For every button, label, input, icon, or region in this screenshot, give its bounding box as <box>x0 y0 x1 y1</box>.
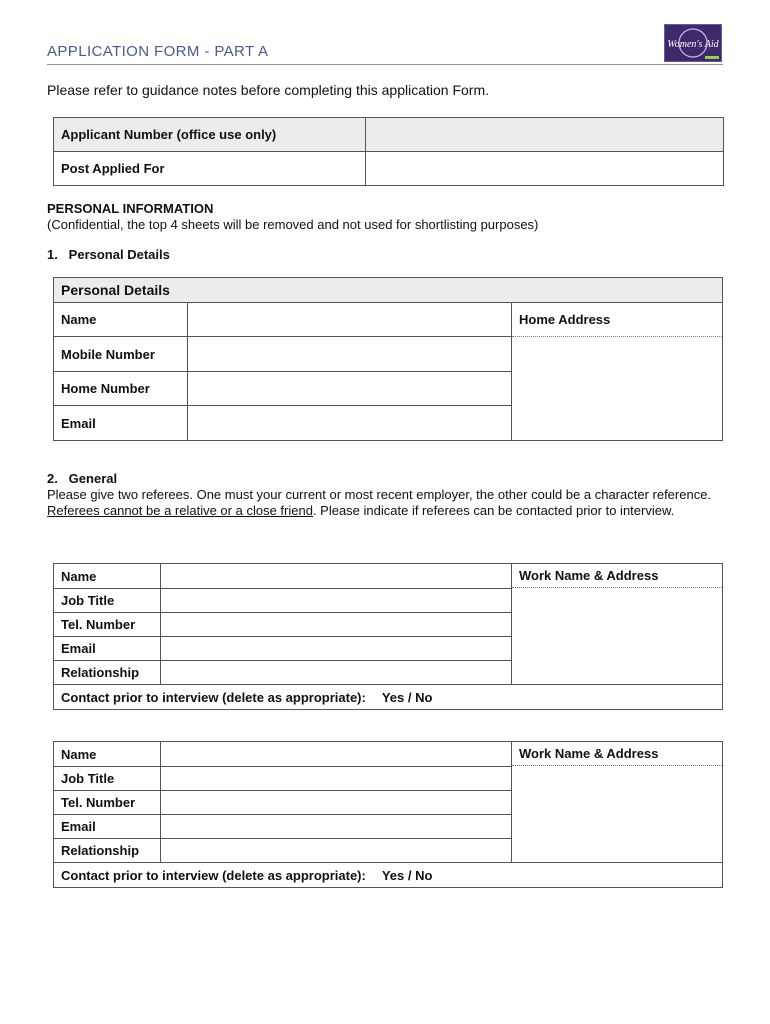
referee-job-title-field[interactable] <box>161 767 512 791</box>
referee-relationship-field[interactable] <box>161 839 512 863</box>
mobile-number-label: Mobile Number <box>54 337 188 372</box>
general-text-before: Please give two referees. One must your current or most recent employer, the other could be a character reference. <box>47 487 712 502</box>
confidential-note: (Confidential, the top 4 sheets will be removed and not used for shortlisting purposes) <box>47 217 539 232</box>
referee-table <box>53 563 723 710</box>
referee-name-field[interactable] <box>161 742 512 767</box>
referee-name-label: Name <box>54 742 161 767</box>
referee-email-field[interactable] <box>161 815 512 839</box>
home-address-label: Home Address <box>512 303 722 337</box>
referee-email-label: Email <box>54 815 161 839</box>
logo-graphic <box>665 25 721 61</box>
header-rule <box>47 64 723 65</box>
referee-tel-label: Tel. Number <box>54 791 161 815</box>
general-heading: 2. General <box>47 471 118 486</box>
referee-work-address-cell[interactable] <box>512 742 723 863</box>
applicant-number-label: Applicant Number (office use only) <box>54 118 366 152</box>
referee-work-address-label: Work Name & Address <box>512 564 722 588</box>
referee-tel-field[interactable] <box>161 613 512 637</box>
referee-relationship-field[interactable] <box>161 661 512 685</box>
intro-text: Please refer to guidance notes before completing this application Form. <box>47 82 490 98</box>
mobile-number-field[interactable] <box>188 337 512 372</box>
referee-yes-no-option[interactable]: Yes / No <box>381 689 433 705</box>
home-number-label: Home Number <box>54 372 188 406</box>
home-address-cell[interactable] <box>512 303 723 441</box>
home-number-field[interactable] <box>188 372 512 406</box>
referee-contact-label: Contact prior to interview (delete as appropriate): <box>61 689 366 705</box>
referee-email-label: Email <box>54 637 161 661</box>
referee-contact-label: Contact prior to interview (delete as appropriate): <box>61 867 366 883</box>
post-applied-field[interactable] <box>366 152 724 186</box>
referee-tel-label: Tel. Number <box>54 613 161 637</box>
general-text-underlined: Referees cannot be a relative or a close friend <box>47 503 313 518</box>
referee-contact-row <box>54 863 723 888</box>
referee-tel-field[interactable] <box>161 791 512 815</box>
page-title: APPLICATION FORM - PART A <box>47 43 269 60</box>
referee-job-title-field[interactable] <box>161 589 512 613</box>
personal-information-heading: PERSONAL INFORMATION <box>47 201 214 216</box>
referee-job-title-label: Job Title <box>54 767 161 791</box>
personal-details-table <box>53 277 723 441</box>
logo-text: Women's Aid <box>667 39 719 50</box>
referee-email-field[interactable] <box>161 637 512 661</box>
general-text-after: . Please indicate if referees can be contacted prior to interview. <box>312 503 675 518</box>
referee-contact-row <box>54 685 723 710</box>
name-label: Name <box>54 303 188 337</box>
name-field[interactable] <box>188 303 512 337</box>
personal-details-heading: 1. Personal Details <box>47 247 170 262</box>
office-use-table <box>53 117 724 186</box>
referee-name-field[interactable] <box>161 564 512 589</box>
referee-relationship-label: Relationship <box>54 661 161 685</box>
post-applied-label: Post Applied For <box>54 152 366 186</box>
email-field[interactable] <box>188 406 512 441</box>
referee-relationship-label: Relationship <box>54 839 161 863</box>
referee-job-title-label: Job Title <box>54 589 161 613</box>
referee-table <box>53 741 723 888</box>
referee-yes-no-option[interactable]: Yes / No <box>381 867 433 883</box>
referee-name-label: Name <box>54 564 161 589</box>
referee-work-address-label: Work Name & Address <box>512 742 722 766</box>
applicant-number-field <box>366 118 724 152</box>
email-label: Email <box>54 406 188 441</box>
womens-aid-logo <box>664 24 722 62</box>
general-instructions <box>47 487 727 519</box>
referee-work-address-cell[interactable] <box>512 564 723 685</box>
personal-details-table-title: Personal Details <box>54 278 723 303</box>
